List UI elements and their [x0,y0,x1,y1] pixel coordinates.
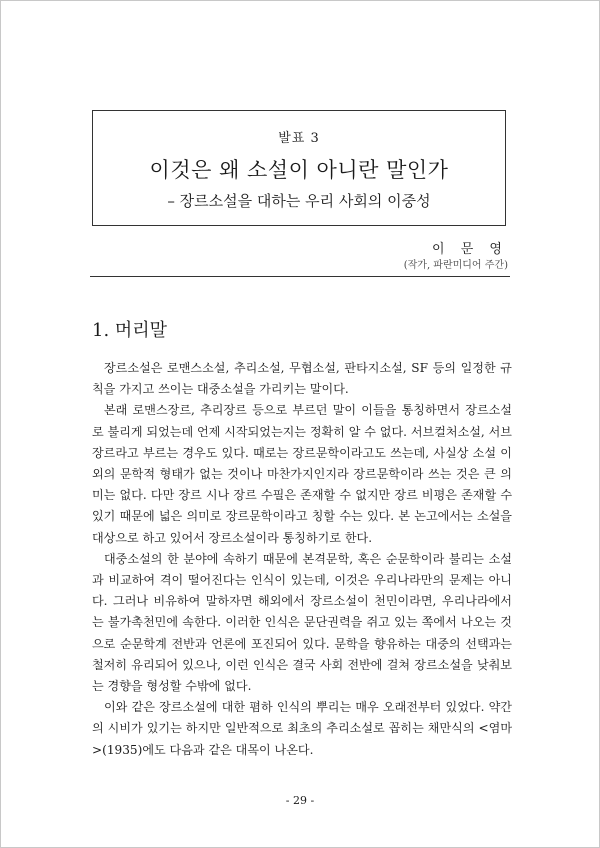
author-name: 이 문 영 [432,242,508,257]
document-subtitle: – 장르소설을 대하는 우리 사회의 이중성 [167,192,431,210]
paragraph: 본래 로맨스장르, 추리장르 등으로 부르던 말이 이들을 통칭하면서 장르소설로 불리게 되었는데 언제 시작되었는지는 정확히 알 수 없다. 서브컬처소설, 서브장르라고 부르는 경우도 있다. 때로는 장르문학이라고도 쓰는데, 사실상 소설 이외의 문학적 형태가 없는 것이나 마찬가지인지라 장르문학이라 쓰는 것은 큰 의미는 없다. 다만 장르 시나 장르 수필은 존재할 수 없지만 장르 비평은 존재할 수 있기 때문에 넓은 의미로 장르문학이라고 칭할 수는 있다. 본 논고에서는 소설을 대상으로 하고 있어서 장르소설이라 통칭하기로 한다. [92,403,512,545]
paragraph: 장르소설은 로맨스소설, 추리소설, 무협소설, 판타지소설, SF 등의 일정한 규칙을 가지고 쓰이는 대중소설을 가리키는 말이다. [92,361,512,397]
divider-rule [90,276,510,277]
body-text [92,358,512,761]
title-box [92,110,506,226]
paragraph: 이와 같은 장르소설에 대한 폄하 인식의 뿌리는 매우 오래전부터 있었다. 약간의 시비가 있기는 하지만 일반적으로 최초의 추리소설로 꼽히는 채만식의 <염마>(1935)에도 다음과 같은 대목이 나온다. [92,700,512,757]
document-title: 이것은 왜 소설이 아니란 말인가 [149,158,449,182]
section-heading: 1. 머리말 [92,320,168,341]
paragraph: 대중소설의 한 분야에 속하기 때문에 본격문학, 혹은 순문학이라 불리는 소설과 비교하여 격이 떨어진다는 인식이 있는데, 이것은 우리나라만의 문제는 아니다. 그러나 비유하여 말하자면 해외에서 장르소설이 천민이라면, 우리나라에서는 불가촉천민에 속한다. 이러한 인식은 문단권력을 쥐고 있는 쪽에서 나오는 것으로 순문학계 전반과 언론에 포진되어 있다. 문학을 향유하는 대중의 선택과는 철저히 유리되어 있으나, 이런 인식은 결국 사회 전반에 걸쳐 장르소설을 낮춰보는 경향을 형성할 수밖에 없다. [92,551,512,694]
presentation-label: 발표 3 [278,131,320,146]
page-number: - 29 - [285,794,315,807]
author-affiliation: (작가, 파란미디어 주간) [403,260,508,271]
